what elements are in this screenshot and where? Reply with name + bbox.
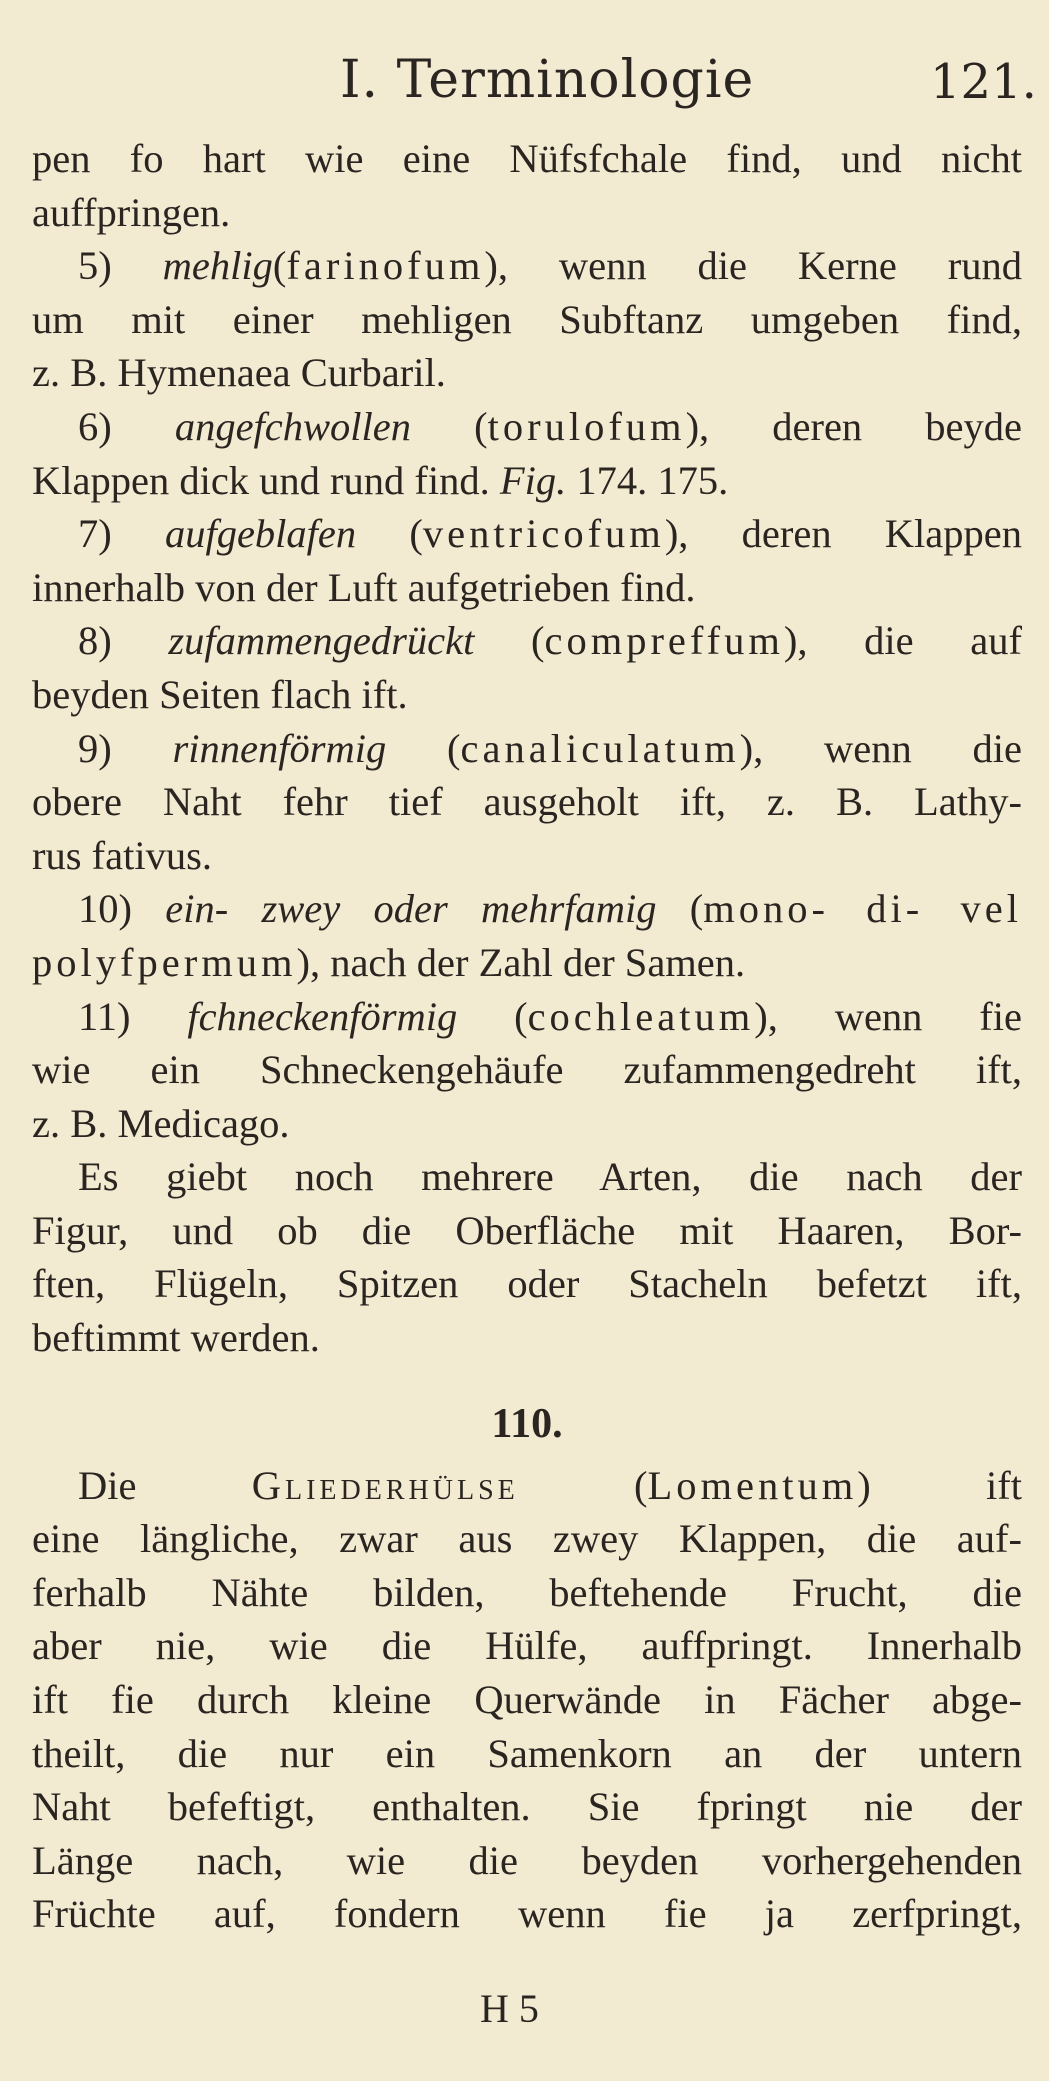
text-span: eine längliche, zwar aus zwey Klappen, die auf- (32, 1516, 1022, 1562)
text-line (32, 1887, 1022, 1941)
text-span: cochleatum (527, 993, 755, 1039)
text-span: Figur, und ob die Oberfläche mit Haaren, Bor- (32, 1207, 1022, 1253)
text-span: wie ein Schneckengehäufe zufammengedreht ift, (32, 1047, 1022, 1093)
text-span: rinnenförmig (172, 725, 387, 771)
text-span: 6) (78, 403, 175, 449)
text-line (32, 1459, 1022, 1513)
text-span: ), deren Klappen (664, 511, 1022, 557)
text-line (32, 346, 1022, 400)
text-span: Lomentum (647, 1462, 858, 1508)
text-line (32, 722, 1022, 776)
text-span: ) ift (857, 1462, 1022, 1508)
text-line (32, 132, 1022, 186)
text-line (32, 1150, 1022, 1204)
text-line (32, 1097, 1022, 1151)
text-line (32, 1204, 1022, 1258)
text-span: beftimmt werden. (32, 1315, 320, 1361)
text-line (32, 668, 1022, 722)
text-span: ), deren beyde (685, 403, 1022, 449)
text-span: 11) (78, 993, 188, 1039)
text-span: auffpringen. (32, 189, 231, 235)
text-line (32, 1619, 1022, 1673)
text-line (32, 936, 1022, 990)
text-span: ), die auf (783, 618, 1022, 664)
text-span: Naht befeftigt, enthalten. Sie fpringt nie der (32, 1784, 1022, 1830)
text-span: ventricofum (422, 511, 665, 557)
text-line (32, 1311, 1022, 1365)
text-span: mono- di- vel (703, 886, 1022, 932)
text-line (32, 561, 1022, 615)
text-span: 5) (78, 243, 163, 289)
text-span: ), wenn die (739, 725, 1022, 771)
text-line (32, 293, 1022, 347)
text-span: z. B. Hymenaea Curbaril. (32, 350, 446, 396)
text-span: ( (272, 243, 287, 289)
text-span: Früchte auf, fondern wenn fie ja zerfpringt, (32, 1891, 1022, 1937)
text-line (32, 507, 1022, 561)
text-line (32, 454, 1022, 508)
text-span: Länge nach, wie die beyden vorhergehenden (32, 1837, 1022, 1883)
text-line (32, 239, 1022, 293)
text-span: rus fativus. (32, 832, 212, 878)
text-span: Fig. (499, 457, 567, 503)
text-span: 8) (78, 618, 169, 664)
text-span: ferhalb Nähte bilden, beftehende Frucht, die (32, 1569, 1022, 1615)
text-span: ift fie durch kleine Querwände in Fächer abge- (32, 1677, 1022, 1723)
text-span: 7) (78, 511, 165, 557)
page-header (0, 50, 1049, 120)
text-span: 9) (78, 725, 173, 771)
text-line (32, 1834, 1022, 1888)
text-span: Es giebt noch mehrere Arten, die nach der (78, 1154, 1022, 1200)
text-line (32, 775, 1022, 829)
text-line (32, 1043, 1022, 1097)
text-line (32, 1566, 1022, 1620)
text-span: zufammengedrückt (168, 618, 475, 664)
text-span: canaliculatum (460, 725, 740, 771)
text-span: beyden Seiten flach ift. (32, 671, 408, 717)
text-line (32, 1512, 1022, 1566)
text-line (32, 186, 1022, 240)
text-span: Klappen dick und rund find. (32, 457, 500, 503)
text-span: innerhalb von der Luft aufgetrieben find. (32, 564, 696, 610)
text-line (32, 1780, 1022, 1834)
section-heading (32, 1389, 1022, 1459)
text-span: compreffum (544, 618, 784, 664)
text-span: fchneckenförmig (187, 993, 458, 1039)
text-span: 10) (78, 886, 166, 932)
text-line (32, 1257, 1022, 1311)
text-line (32, 1673, 1022, 1727)
text-span: torulofum (487, 403, 686, 449)
text-span: ( (518, 1462, 648, 1508)
text-span: 110. (491, 1400, 563, 1447)
page-number: 121. (930, 54, 1037, 110)
text-span: um mit einer mehligen Subftanz umgeben find, (32, 296, 1022, 342)
text-span: ( (356, 511, 423, 557)
text-span: obere Naht fehr tief ausgeholt ift, z. B. Lathy- (32, 779, 1022, 825)
text-span: ), nach der Zahl der Samen. (296, 939, 746, 985)
text-span: farinofum (286, 243, 485, 289)
text-span: Die (78, 1462, 252, 1508)
text-span: aber nie, wie die Hülfe, auffpringt. Innerhalb (32, 1623, 1022, 1669)
text-span: ( (457, 993, 528, 1039)
text-line (32, 400, 1022, 454)
text-span: ( (386, 725, 461, 771)
text-span: ften, Flügeln, Spitzen oder Stacheln befetzt ift, (32, 1261, 1022, 1307)
text-span: pen fo hart wie eine Nüfsfchale find, und nicht (32, 136, 1022, 181)
text-span: ( (411, 403, 488, 449)
text-line (32, 614, 1022, 668)
signature-mark: H 5 (480, 1986, 539, 2031)
text-line (32, 829, 1022, 883)
text-span: theilt, die nur ein Samenkorn an der untern (32, 1730, 1022, 1776)
text-span: ), wenn fie (754, 993, 1022, 1039)
text-span: ), wenn die Kerne rund (484, 243, 1022, 289)
text-span: angefchwollen (174, 403, 412, 449)
text-line (32, 990, 1022, 1044)
text-span: ( (474, 618, 545, 664)
text-span: mehlig (162, 243, 273, 289)
text-line (32, 1727, 1022, 1781)
running-title: I. Terminologie (340, 50, 755, 110)
text-span: ein- zwey oder mehrfamig (165, 886, 657, 932)
body-text (32, 132, 1022, 1941)
text-span: ( (656, 886, 704, 932)
text-span: polyfpermum (32, 939, 297, 985)
text-span: z. B. Medicago. (32, 1100, 290, 1146)
text-span: 174. 175. (566, 457, 729, 503)
text-span: aufgeblafen (164, 511, 357, 557)
text-span: Gliederhülse (251, 1462, 519, 1508)
text-line (32, 882, 1022, 936)
